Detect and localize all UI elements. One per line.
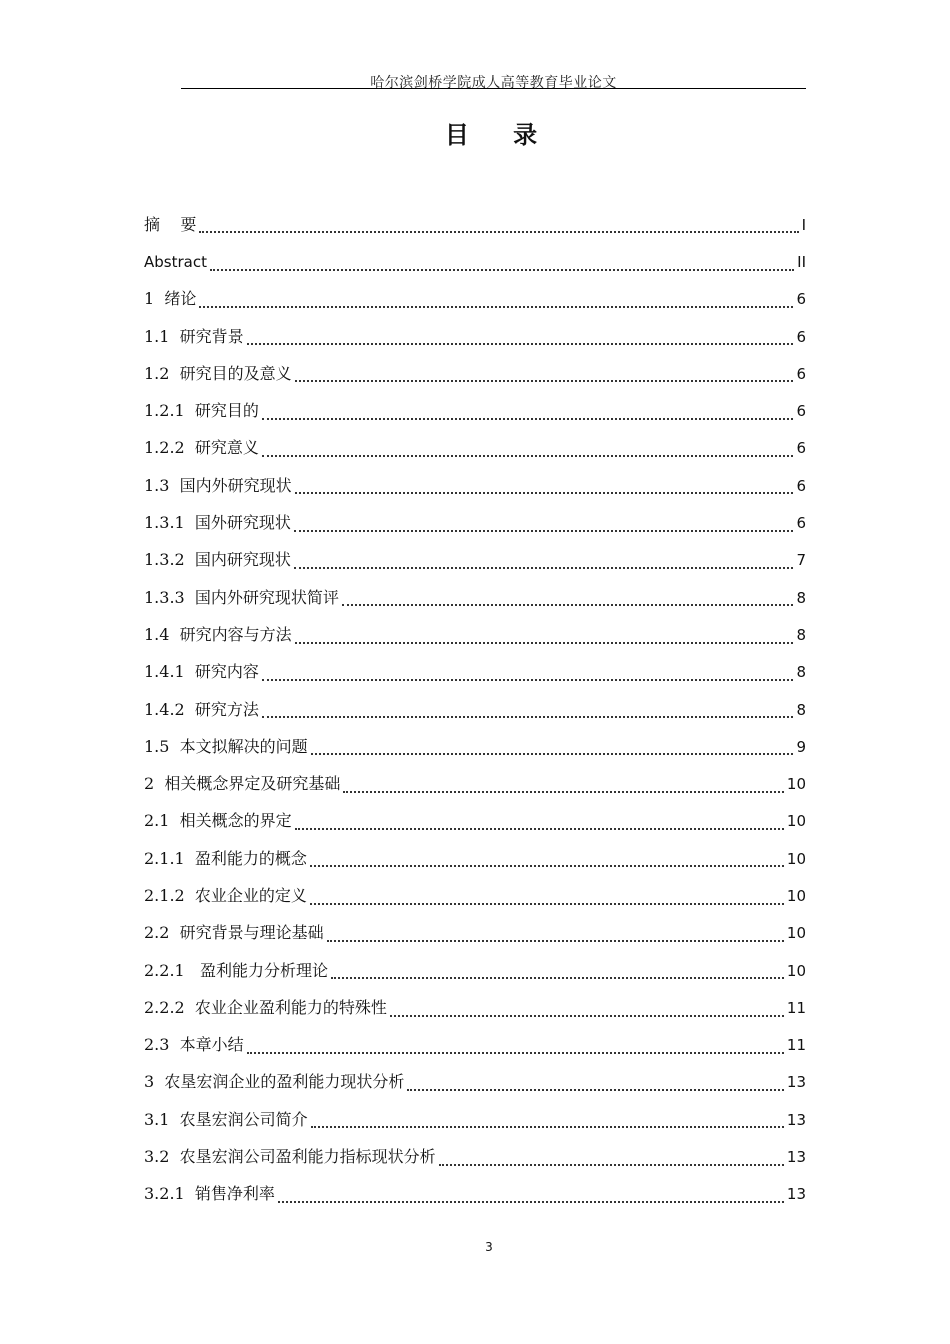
toc-dot-leader	[331, 977, 784, 979]
running-header: 哈尔滨剑桥学院成人高等教育毕业论文	[370, 75, 617, 91]
toc-entry-page: 10	[786, 961, 806, 980]
page-title: 目 录	[444, 120, 556, 149]
toc-dot-leader	[199, 231, 798, 233]
toc-entry-page: 13	[786, 1148, 806, 1167]
toc-entry-page: 6	[796, 327, 806, 346]
toc-entry-label: 1.4 研究内容与方法	[144, 624, 292, 644]
toc-entry[interactable]	[144, 1176, 806, 1213]
toc-dot-leader	[294, 530, 794, 532]
toc-entry-label: 1.3.3 国内外研究现状简评	[144, 587, 339, 607]
toc-entry[interactable]	[144, 430, 806, 467]
toc-entry-label: 2.2 研究背景与理论基础	[144, 923, 324, 943]
toc-entry-page: 6	[796, 439, 806, 458]
toc-entry[interactable]	[144, 803, 806, 840]
toc-entry-page: 6	[796, 290, 806, 309]
toc-entry-page: 9	[796, 737, 806, 756]
toc-entry-label: 3.1 农垦宏润公司简介	[144, 1109, 308, 1129]
toc-entry-label: 2.2.2 农业企业盈利能力的特殊性	[144, 997, 387, 1017]
toc-dot-leader	[343, 791, 784, 793]
toc-entry-label: 3 农垦宏润企业的盈利能力现状分析	[144, 1072, 405, 1092]
toc-entry[interactable]	[144, 691, 806, 728]
toc-entry-page: 13	[786, 1185, 806, 1204]
toc-dot-leader	[327, 940, 784, 942]
toc-entry[interactable]	[144, 989, 806, 1026]
toc-entry[interactable]	[144, 579, 806, 616]
toc-entry-label: 3.2.1 销售净利率	[144, 1184, 275, 1204]
toc-entry[interactable]	[144, 1101, 806, 1138]
toc-entry[interactable]	[144, 616, 806, 653]
toc-dot-leader	[295, 828, 784, 830]
toc-entry-label: 1.3.2 国内研究现状	[144, 550, 291, 570]
toc-dot-leader	[311, 753, 794, 755]
toc-entry[interactable]	[144, 206, 806, 243]
toc-dot-leader	[262, 455, 794, 457]
toc-entry-label: 1.4.2 研究方法	[144, 699, 259, 719]
toc-entry-page: I	[801, 215, 806, 234]
toc-entry-page: 11	[786, 998, 806, 1017]
toc-entry-page: 11	[786, 1036, 806, 1055]
toc-entry[interactable]	[144, 915, 806, 952]
toc-entry[interactable]	[144, 467, 806, 504]
toc-entry-page: 10	[786, 775, 806, 794]
toc-entry[interactable]	[144, 1027, 806, 1064]
toc-entry-label: 2 相关概念界定及研究基础	[144, 774, 341, 794]
toc-dot-leader	[247, 343, 794, 345]
toc-entry-page: 8	[796, 625, 806, 644]
toc-entry-page: 8	[796, 588, 806, 607]
toc-dot-leader	[295, 492, 794, 494]
toc-dot-leader	[295, 380, 794, 382]
page-number: 3	[485, 1240, 493, 1254]
toc-entry-label: 2.1.1 盈利能力的概念	[144, 848, 307, 868]
toc-entry[interactable]	[144, 654, 806, 691]
toc-entry-label: 1.3 国内外研究现状	[144, 475, 292, 495]
toc-entry[interactable]	[144, 318, 806, 355]
toc-entry-page: 6	[796, 402, 806, 421]
toc-entry[interactable]	[144, 765, 806, 802]
toc-entry-label: 1.2.2 研究意义	[144, 438, 259, 458]
toc-entry[interactable]	[144, 355, 806, 392]
toc-dot-leader	[310, 903, 784, 905]
toc-entry-label: 3.2 农垦宏润公司盈利能力指标现状分析	[144, 1147, 436, 1167]
toc-entry-page: 10	[786, 812, 806, 831]
toc-dot-leader	[262, 418, 794, 420]
toc-entry-page: 10	[786, 886, 806, 905]
toc-entry-label: 2.2.1 盈利能力分析理论	[144, 960, 328, 980]
toc-entry-page: 6	[796, 476, 806, 495]
header-rule	[181, 88, 806, 89]
toc-dot-leader	[278, 1201, 784, 1203]
toc-dot-leader	[262, 716, 794, 718]
toc-dot-leader	[210, 269, 794, 271]
toc-entry-label: 1 绪论	[144, 289, 197, 309]
toc-entry-page: 6	[796, 364, 806, 383]
toc-entry-page: 6	[796, 514, 806, 533]
toc-entry-page: II	[797, 252, 806, 271]
toc-dot-leader	[294, 567, 794, 569]
toc-entry-label: 1.1 研究背景	[144, 326, 244, 346]
toc-entry[interactable]	[144, 952, 806, 989]
toc-entry-page: 8	[796, 663, 806, 682]
toc-entry-label: Abstract	[144, 252, 207, 271]
toc-entry-page: 10	[786, 924, 806, 943]
toc-entry-label: 2.1 相关概念的界定	[144, 811, 292, 831]
toc-entry-label: 2.1.2 农业企业的定义	[144, 885, 307, 905]
toc-entry[interactable]	[144, 877, 806, 914]
toc-entry[interactable]	[144, 840, 806, 877]
toc-entry[interactable]	[144, 542, 806, 579]
toc-dot-leader	[342, 604, 794, 606]
toc-entry-label: 1.5 本文拟解决的问题	[144, 736, 308, 756]
toc-dot-leader	[199, 306, 793, 308]
toc-dot-leader	[310, 865, 784, 867]
toc-entry[interactable]	[144, 1064, 806, 1101]
toc-dot-leader	[407, 1089, 784, 1091]
toc-entry-label: 1.3.1 国外研究现状	[144, 513, 291, 533]
toc-entry[interactable]	[144, 281, 806, 318]
toc-entry-page: 7	[796, 551, 806, 570]
toc-entry-label: 1.2 研究目的及意义	[144, 363, 292, 383]
toc-entry[interactable]	[144, 1138, 806, 1175]
toc-dot-leader	[295, 642, 794, 644]
toc-entry-label: 2.3 本章小结	[144, 1035, 244, 1055]
toc-entry[interactable]	[144, 504, 806, 541]
toc-dot-leader	[262, 679, 794, 681]
toc-entry-page: 13	[786, 1110, 806, 1129]
toc-entry-page: 8	[796, 700, 806, 719]
toc-entry-label: 1.4.1 研究内容	[144, 662, 259, 682]
toc-dot-leader	[439, 1164, 784, 1166]
table-of-contents	[144, 206, 806, 1213]
toc-entry-label: 1.2.1 研究目的	[144, 401, 259, 421]
toc-entry-label: 摘 要	[144, 214, 197, 234]
toc-entry-page: 10	[786, 849, 806, 868]
toc-dot-leader	[247, 1052, 784, 1054]
toc-dot-leader	[311, 1126, 784, 1128]
toc-dot-leader	[390, 1015, 784, 1017]
toc-entry-page: 13	[786, 1073, 806, 1092]
toc-entry[interactable]	[144, 728, 806, 765]
toc-entry[interactable]	[144, 392, 806, 429]
toc-entry[interactable]	[144, 243, 806, 280]
